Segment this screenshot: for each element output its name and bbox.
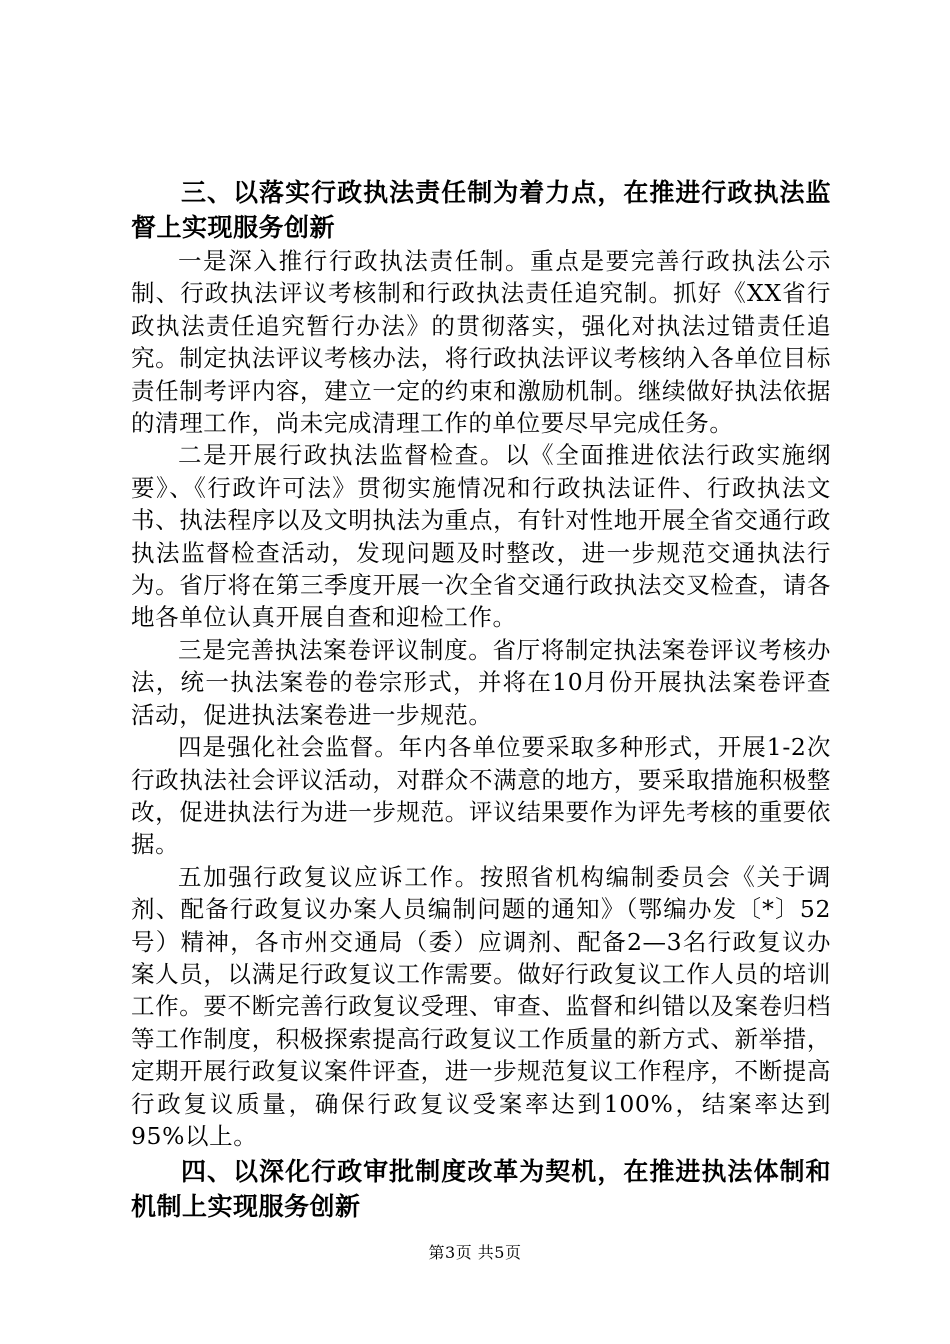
page-number-indicator: 第3页 共5页: [428, 1243, 522, 1262]
section-heading-3: 三、以落实行政执法责任制为着力点，在推进行政执法监督上实现服务创新: [131, 178, 831, 242]
paragraph-4: 四是强化社会监督。年内各单位要采取多种形式，开展1-2次行政执法社会评议活动，对群众不满意的地方，要采取措施积极整改，促进执法行为进一步规范。评议结果要作为评先考核的重要依据。: [131, 733, 831, 859]
paragraph-1: 一是深入推行行政执法责任制。重点是要完善行政执法公示制、行政执法评议考核制和行政执法责任追究制。抓好《XX省行政执法责任追究暂行办法》的贯彻落实，强化对执法过错责任追究。制定执法评议考核办法，将行政执法评议考核纳入各单位目标责任制考评内容，建立一定的约束和激励机制。继续做好执法依据的清理工作，尚未完成清理工作的单位要尽早完成任务。: [131, 247, 831, 438]
page-footer: [0, 1243, 950, 1263]
section-heading-4: 四、以深化行政审批制度改革为契机，在推进执法体制和机制上实现服务创新: [131, 1157, 831, 1222]
paragraph-3: 三是完善执法案卷评议制度。省厅将制定执法案卷评议考核办法，统一执法案卷的卷宗形式，并将在10月份开展执法案卷评查活动，促进执法案卷进一步规范。: [131, 635, 831, 729]
paragraph-2: 二是开展行政执法监督检查。以《全面推进依法行政实施纲要》、《行政许可法》贯彻实施情况和行政执法证件、行政执法文书、执法程序以及文明执法为重点，有针对性地开展全省交通行政执法监督检查活动，发现问题及时整改，进一步规范交通执法行为。省厅将在第三季度开展一次全省交通行政执法交叉检查，请各地各单位认真开展自查和迎检工作。: [131, 441, 831, 632]
paragraph-5: 五加强行政复议应诉工作。按照省机构编制委员会《关于调剂、配备行政复议办案人员编制问题的通知》（鄂编办发〔*〕52号）精神，各市州交通局（委）应调剂、配备2—3名行政复议办案人员，以满足行政复议工作需要。做好行政复议工作人员的培训工作。要不断完善行政复议受理、审查、监督和纠错以及案卷归档等工作制度，积极探索提高行政复议工作质量的新方式、新举措，定期开展行政复议案件评查，进一步规范复议工作程序，不断提高行政复议质量，确保行政复议受案率达到100%，结案率达到95%以上。: [131, 862, 831, 1150]
document-body: [131, 175, 831, 1224]
